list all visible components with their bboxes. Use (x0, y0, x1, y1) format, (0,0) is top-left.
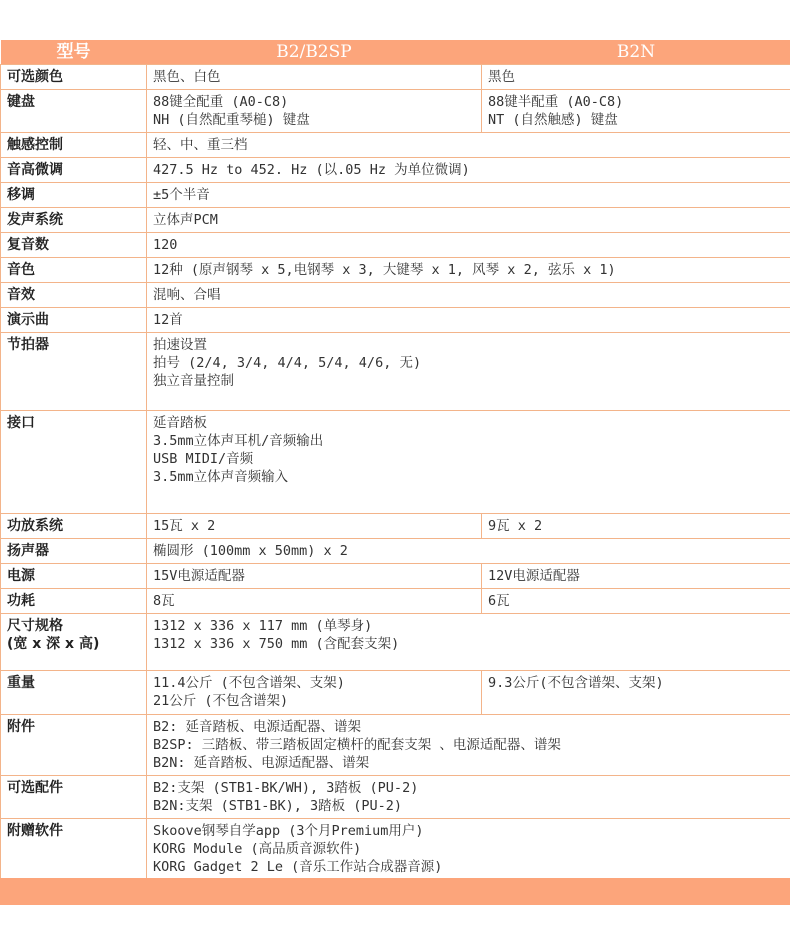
spec-value-line: 延音踏板 (153, 415, 207, 431)
spec-value-line: 1312 x 336 x 117 mm (单琴身) (153, 618, 373, 634)
spec-value (147, 614, 790, 671)
spec-label: 可选配件 (1, 776, 147, 819)
spec-value (147, 308, 790, 333)
spec-value-line: B2:支架 (STB1-BK/WH), 3踏板 (PU-2) (153, 780, 419, 796)
spec-value-b2n (482, 65, 790, 90)
spec-value-line: ±5个半音 (153, 187, 210, 203)
spec-value (147, 208, 790, 233)
spec-value-b2n (482, 589, 790, 614)
spec-label: 附赠软件 (1, 819, 147, 880)
spec-label-line: (宽 x 深 x 高) (7, 636, 100, 652)
spec-value (147, 539, 790, 564)
spec-label: 重量 (1, 671, 147, 715)
spec-value-line: 9.3公斤(不包含谱架、支架) (488, 675, 664, 691)
spec-value-line: 3.5mm立体声耳机/音频输出 (153, 433, 324, 449)
spec-value-line: 8瓦 (153, 593, 175, 609)
spec-label: 功放系统 (1, 514, 147, 539)
spec-row (1, 715, 790, 776)
spec-value-line: 轻、中、重三档 (153, 137, 248, 153)
spec-value (147, 183, 790, 208)
spec-value-line: 立体声PCM (153, 212, 218, 228)
spec-value-line: KORG Module (高品质音源软件) (153, 841, 362, 857)
spec-value-line: B2N:支架 (STB1-BK), 3踏板 (PU-2) (153, 798, 403, 814)
spec-value (147, 233, 790, 258)
spec-value-line: 427.5 Hz to 452. Hz (以.05 Hz 为单位微调) (153, 162, 470, 178)
spec-value-line: 120 (153, 237, 178, 253)
spec-row (1, 333, 790, 411)
spec-row (1, 589, 790, 614)
spec-label: 节拍器 (1, 333, 147, 411)
spec-label: 演示曲 (1, 308, 147, 333)
spec-value-line: 6瓦 (488, 593, 510, 609)
header-row (1, 40, 790, 65)
spec-label: 键盘 (1, 90, 147, 133)
spec-value-line: 椭圆形 (100mm x 50mm) x 2 (153, 543, 348, 559)
spec-value (147, 258, 790, 283)
spec-value-line: 15V电源适配器 (153, 568, 245, 584)
spec-value-b2n (482, 671, 790, 715)
spec-value-line: 9瓦 x 2 (488, 518, 543, 534)
spec-row (1, 208, 790, 233)
spec-row (1, 158, 790, 183)
spec-label: 复音数 (1, 233, 147, 258)
spec-label: 移调 (1, 183, 147, 208)
spec-value-line: 15瓦 x 2 (153, 518, 216, 534)
spec-value-b2 (147, 65, 482, 90)
spec-value-line: 3.5mm立体声音频输入 (153, 469, 289, 485)
spec-row (1, 514, 790, 539)
spec-value-line: 拍号 (2/4, 3/4, 4/4, 5/4, 4/6, 无) (153, 355, 422, 371)
spec-value-line: 黑色、白色 (153, 69, 221, 85)
spec-value-line: Skoove钢琴自学app (3个月Premium用户) (153, 823, 424, 839)
spec-value-line: 混响、合唱 (153, 287, 221, 303)
spec-label: 音色 (1, 258, 147, 283)
spec-value (147, 158, 790, 183)
spec-row (1, 183, 790, 208)
spec-row (1, 671, 790, 715)
spec-label: 扬声器 (1, 539, 147, 564)
spec-value-line: B2SP: 三踏板、带三踏板固定横杆的配套支架 、电源适配器、谱架 (153, 737, 561, 753)
spec-value-line: USB MIDI/音频 (153, 451, 254, 467)
spec-value (147, 411, 790, 514)
spec-label: 音高微调 (1, 158, 147, 183)
spec-row (1, 776, 790, 819)
spec-value (147, 776, 790, 819)
spec-row (1, 258, 790, 283)
spec-label: 功耗 (1, 589, 147, 614)
spec-value-b2 (147, 564, 482, 589)
spec-value-b2n (482, 564, 790, 589)
spec-label: 接口 (1, 411, 147, 514)
spec-value-line: B2: 延音踏板、电源适配器、谱架 (153, 719, 362, 735)
spec-label-line: 尺寸规格 (7, 618, 63, 634)
spec-label: 触感控制 (1, 133, 147, 158)
spec-row (1, 308, 790, 333)
spec-row (1, 539, 790, 564)
spec-value-b2 (147, 671, 482, 715)
header-model-label: 型号 (1, 40, 147, 65)
spec-row (1, 411, 790, 514)
spec-row (1, 233, 790, 258)
spec-value (147, 819, 790, 880)
spec-value-line: 黑色 (488, 69, 515, 85)
spec-row (1, 283, 790, 308)
spec-value-line: KORG Gadget 2 Le (音乐工作站合成器音源) (153, 859, 443, 875)
spec-value-b2n (482, 514, 790, 539)
spec-value-line: 11.4公斤 (不包含谱架、支架) (153, 675, 345, 691)
spec-value (147, 283, 790, 308)
footer-bar (0, 878, 790, 905)
spec-value-line: 拍速设置 (153, 337, 207, 353)
spec-value-line: 12种 (原声钢琴 x 5,电钢琴 x 3, 大键琴 x 1, 风琴 x 2, 弦乐 x 1) (153, 262, 616, 278)
spec-row (1, 614, 790, 671)
spec-row (1, 133, 790, 158)
spec-row (1, 90, 790, 133)
header-b2: B2/B2SP (147, 40, 482, 65)
spec-value-b2 (147, 90, 482, 133)
spec-label: 电源 (1, 564, 147, 589)
spec-value (147, 333, 790, 411)
spec-value-line: 12V电源适配器 (488, 568, 580, 584)
spec-row (1, 819, 790, 880)
spec-value (147, 715, 790, 776)
spec-value-line: 21公斤 (不包含谱架) (153, 693, 289, 709)
spec-value-line: 88键半配重 (A0-C8) (488, 94, 624, 110)
spec-value-b2 (147, 589, 482, 614)
spec-value-line: 1312 x 336 x 750 mm (含配套支架) (153, 636, 400, 652)
spec-value-line: NT (自然触感) 键盘 (488, 112, 618, 128)
spec-value-line: 12首 (153, 312, 183, 328)
spec-label: 音效 (1, 283, 147, 308)
spec-value-line: NH (自然配重琴槌) 键盘 (153, 112, 310, 128)
spec-body (1, 65, 790, 880)
spec-value-b2 (147, 514, 482, 539)
spec-value (147, 133, 790, 158)
spec-row (1, 65, 790, 90)
spec-value-line: 独立音量控制 (153, 373, 234, 389)
spec-label: 附件 (1, 715, 147, 776)
spec-value-line: 88键全配重 (A0-C8) (153, 94, 289, 110)
header-b2n: B2N (482, 40, 790, 65)
spec-row (1, 564, 790, 589)
spec-table (0, 40, 790, 880)
spec-label: 可选颜色 (1, 65, 147, 90)
spec-label: 发声系统 (1, 208, 147, 233)
spec-value-line: B2N: 延音踏板、电源适配器、谱架 (153, 755, 370, 771)
spec-value-b2n (482, 90, 790, 133)
spec-label (1, 614, 147, 671)
